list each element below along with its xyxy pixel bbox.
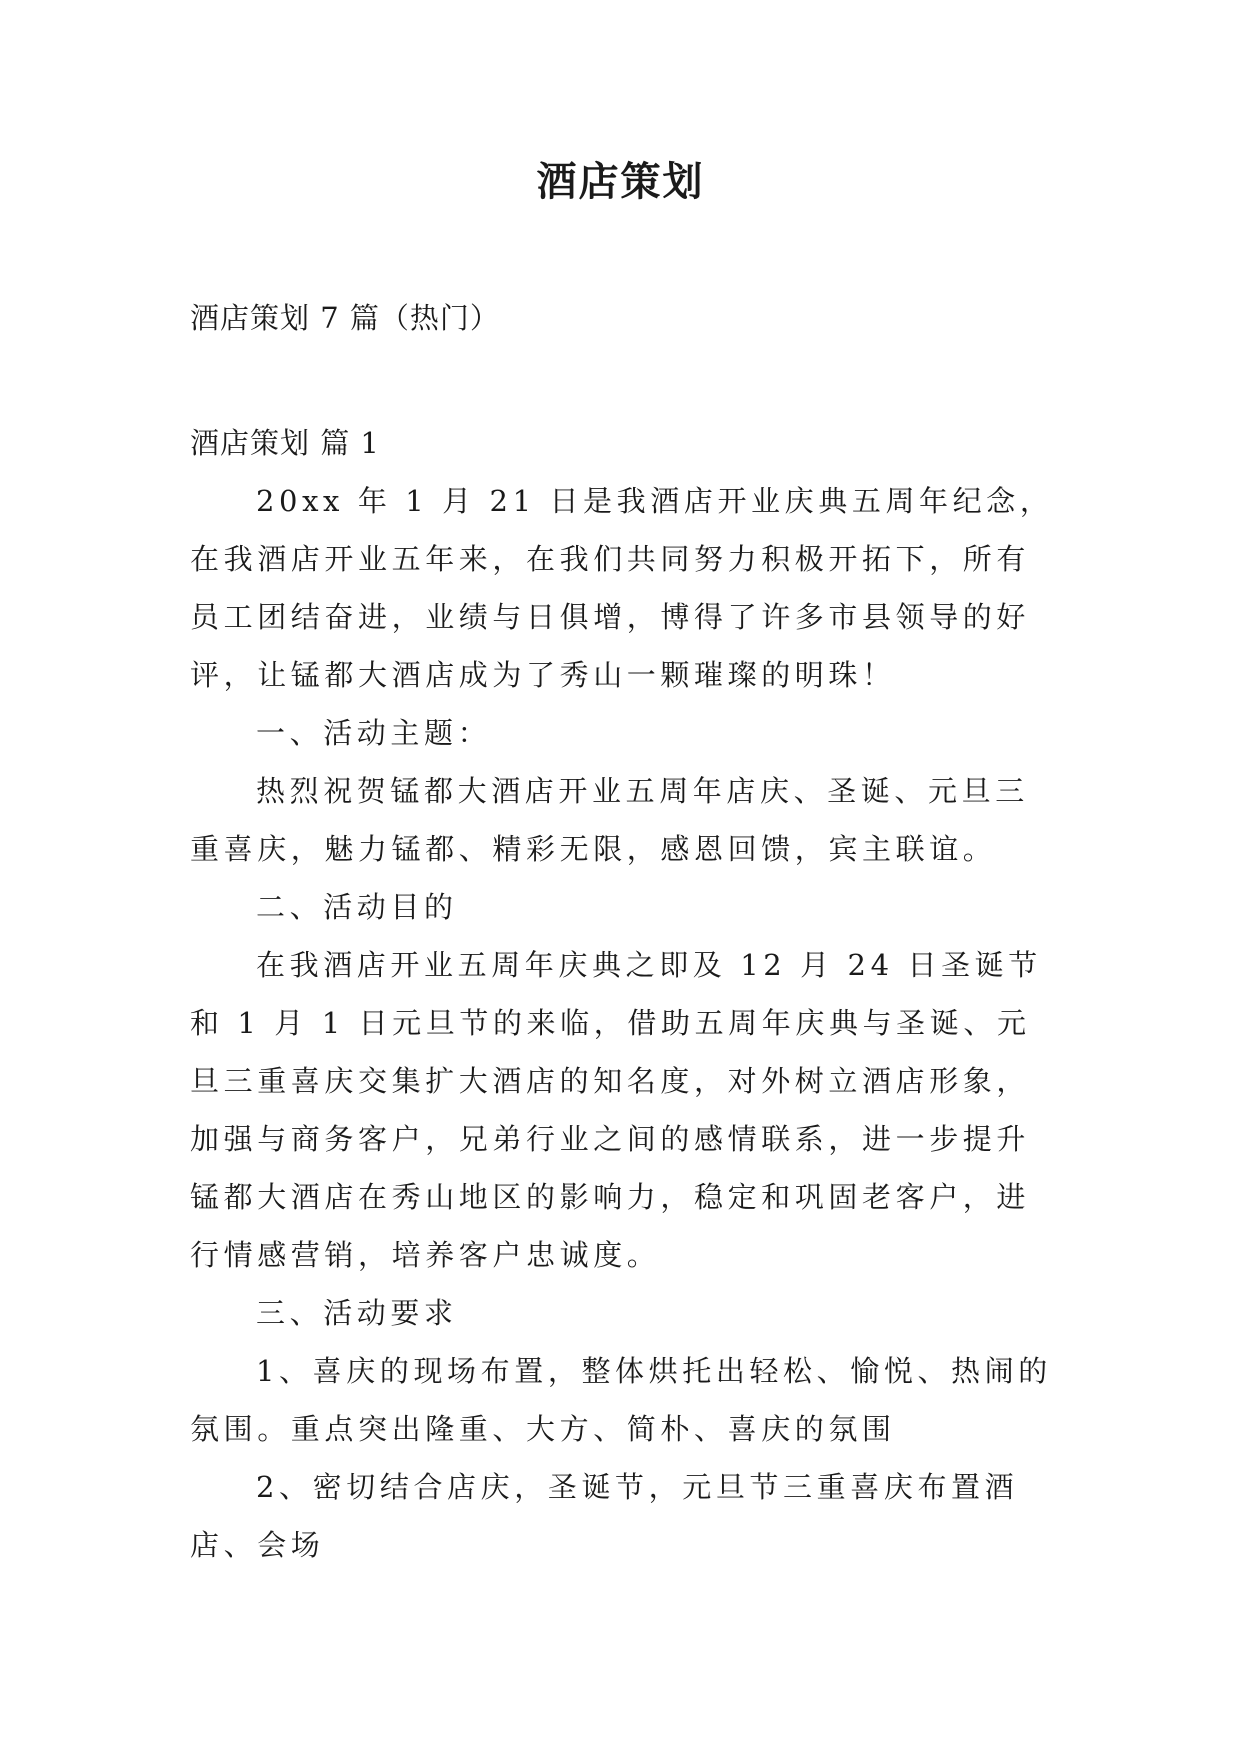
paragraph-activity-purpose: 在我酒店开业五周年庆典之即及 12 月 24 日圣诞节和 1 月 1 日元旦节的来临，借助五周年庆典与圣诞、元旦三重喜庆交集扩大酒店的知名度，对外树立酒店形象，加强与商务客户，兄弟行业之间的感情联系，进一步提升锰都大酒店在秀山地区的影响力，稳定和巩固老客户，进行情感营销，培养客户忠诚度。 bbox=[190, 948, 1042, 1272]
paragraph-activity-theme: 热烈祝贺锰都大酒店开业五周年店庆、圣诞、元旦三重喜庆，魅力锰都、精彩无限，感恩回馈，宾主联谊。 bbox=[190, 774, 1029, 866]
section-heading: 酒店策划 篇 1 bbox=[190, 426, 380, 460]
document-subtitle: 酒店策划 7 篇（热门） bbox=[190, 301, 500, 335]
paragraph-requirement-2: 2、密切结合店庆，圣诞节，元旦节三重喜庆布置酒店、会场 bbox=[190, 1470, 1019, 1562]
paragraph-intro: 20xx 年 1 月 21 日是我酒店开业庆典五周年纪念，在我酒店开业五年来，在我们共同努力积极开拓下，所有员工团结奋进，业绩与日俱增，博得了许多市县领导的好评，让锰都大酒店成为了秀山一颗璀璨的明珠！ bbox=[190, 484, 1054, 692]
document-body bbox=[190, 414, 1055, 1574]
paragraph-requirement-1: 1、喜庆的现场布置，整体烘托出轻松、愉悦、热闹的氛围。重点突出隆重、大方、简朴、喜庆的氛围 bbox=[190, 1354, 1052, 1446]
heading-activity-theme: 一、活动主题： bbox=[256, 716, 492, 750]
heading-activity-purpose: 二、活动目的 bbox=[256, 890, 458, 924]
document-title: 酒店策划 bbox=[536, 158, 705, 205]
heading-activity-requirements: 三、活动要求 bbox=[256, 1296, 458, 1330]
